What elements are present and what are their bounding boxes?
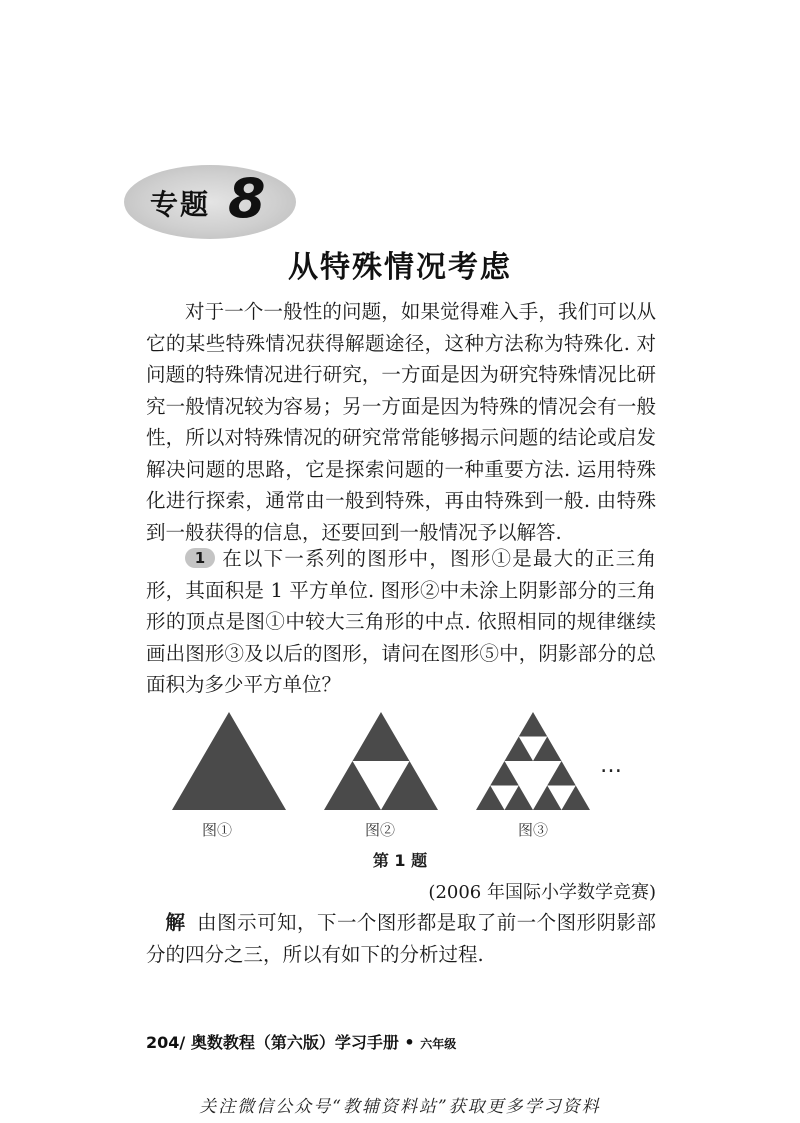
solution-label: 解 xyxy=(165,911,186,934)
intro-paragraph: 对于一个一般性的问题，如果觉得难入手，我们可以从它的某些特殊情况获得解题途径，这种方法称为特殊化. 对问题的特殊情况进行研究，一方面是因为研究特殊情况比研究一般情况较为容易；另一方面是因为特殊的情况会有一般性，所以对特殊情况的研究常常能够揭示问题的结论或启发解决问题的思路，它是探索问题的一种重要方法. 运用特殊化进行探索，通常由一般到特殊，再由特殊到一般. 由特殊到一般获得的信息，还要回到一般情况予以解答. xyxy=(146,300,656,544)
figure-label-3: 图③ xyxy=(518,821,549,839)
topic-number: 8 xyxy=(228,167,266,230)
figure-label-1: 图① xyxy=(202,821,233,839)
figure-label-2: 图② xyxy=(365,821,396,839)
problem-source: (2006 年国际小学数学竞赛) xyxy=(428,882,656,903)
watermark: 关注微信公众号“教辅资料站”获取更多学习资料 xyxy=(199,1097,601,1117)
figure-caption: 第 1 题 xyxy=(372,851,428,870)
shaded-triangle xyxy=(381,761,438,810)
figure-ellipsis: … xyxy=(600,753,622,778)
footer-grade: 六年级 xyxy=(420,1037,457,1051)
shaded-triangle xyxy=(519,712,548,737)
topic-badge xyxy=(124,165,296,239)
solution-paragraph xyxy=(146,907,656,970)
solution-text: 由图示可知，下一个图形都是取了前一个图形阴影部分的四分之三，所以有如下的分析过程. xyxy=(146,911,656,966)
shaded-triangle xyxy=(505,786,534,811)
figure-3-triangle xyxy=(476,712,590,810)
figure-2-triangle xyxy=(324,712,438,810)
shaded-triangle xyxy=(172,712,286,810)
problem-paragraph xyxy=(146,543,656,701)
chapter-title: 从特殊情况考虑 xyxy=(288,250,512,285)
topic-label: 专题 xyxy=(150,188,211,221)
shaded-triangle xyxy=(547,761,576,786)
shaded-triangle xyxy=(490,761,519,786)
page-footer xyxy=(146,1030,456,1053)
shaded-triangle xyxy=(476,786,505,811)
problem-number-badge: 1 xyxy=(185,548,215,568)
problem-text: 在以下一系列的图形中，图形①是最大的正三角形，其面积是 1 平方单位. 图形②中未涂上阴影部分的三角形的顶点是图①中较大三角形的中点. 依照相同的规律继续画出图形③及以后的图形，请问在图形⑤中，阴影部分的总面积为多少平方单位？ xyxy=(146,547,656,696)
shaded-triangle xyxy=(353,712,410,761)
shaded-triangle xyxy=(562,786,591,811)
shaded-triangle xyxy=(324,761,381,810)
figure-group xyxy=(0,706,800,839)
shaded-triangle xyxy=(533,786,562,811)
sierpinski-figures xyxy=(0,706,800,816)
shaded-triangle xyxy=(505,737,534,762)
shaded-triangle xyxy=(533,737,562,762)
footer-text: 204/ 奥数教程（第六版）学习手册 • xyxy=(146,1033,415,1052)
figure-1-triangle xyxy=(172,712,286,810)
